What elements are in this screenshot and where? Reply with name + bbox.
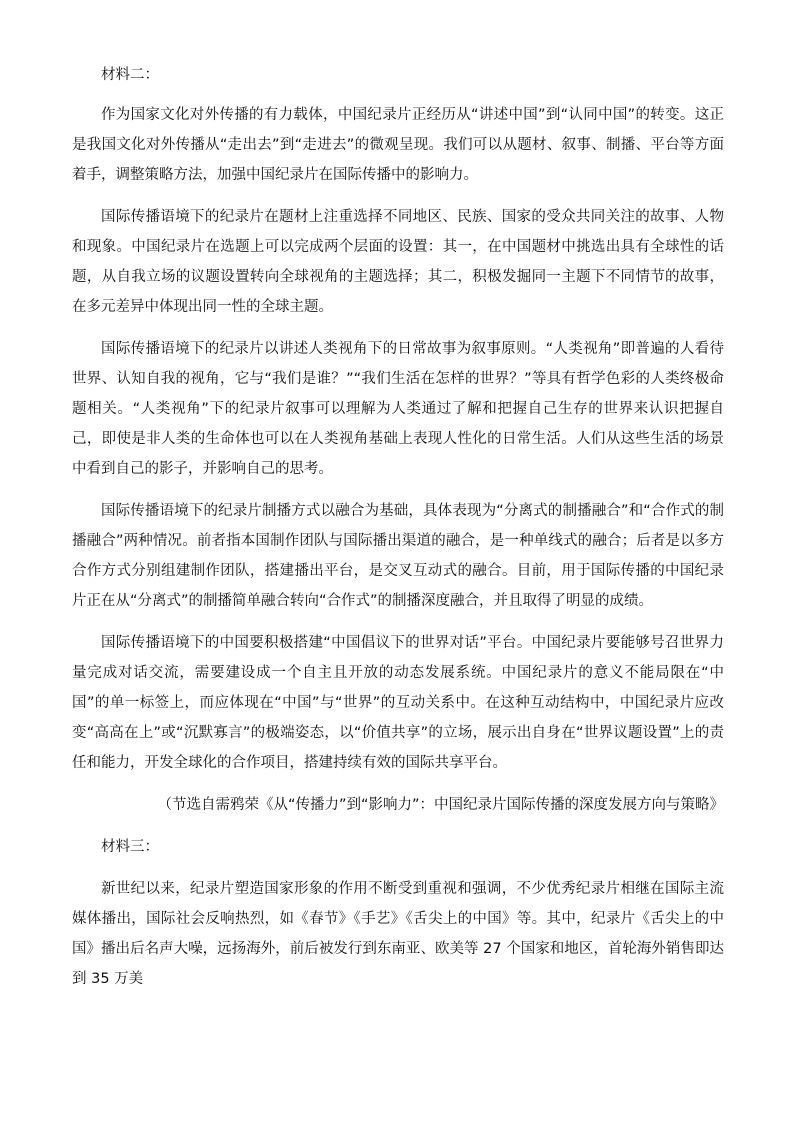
spacer [72,322,724,334]
document-body [72,60,724,994]
material3-heading: 材料三： [101,839,159,855]
material2-source-citation: （节选自需鸦荣《从“传播力”到“影响力”：中国纪录片国际传播的深度发展方向与策略》 [157,797,724,813]
material2-paragraph-4: 国际传播语境下的纪录片制播方式以融合为基础，具体表现为“分离式的制播融合”和“合作式的制播融合”两种情况。前者指本国制作团队与国际播出渠道的融合，是一种单线式的融合；后者是以多方合作方式分别组建制作团队，搭建播出平台，是交叉互动式的融合。目前，用于国际传播的中国纪录片正在从“分离式”的制播简单融合转向“合作式”的制播深度融合，并且取得了明显的成绩。 [72,503,724,609]
material2-paragraph-5: 国际传播语境下的中国要积极搭建“中国倡议下的世界对话”平台。中国纪录片要能够号召世界力量完成对话交流，需要建设成一个自主且开放的动态发展系统。中国纪录片的意义不能局限在“中国”的单一标签上，而应体现在“中国”与“世界”的互动关系中。在这种互动结构中，中国纪录片应改变“高高在上”或“沉默寡言”的极端姿态，以“价值共享”的立场，展示出自身在“世界议题设置”上的责任和能力，开发全球化的合作项目，搭建持续有效的国际共享平台。 [72,635,724,771]
spacer [72,820,724,832]
spacer [72,862,724,874]
material3-paragraph-1: 新世纪以来，纪录片塑造国家形象的作用不断受到重视和强调，不少优秀纪录片相继在国际主流媒体播出，国际社会反响热烈，如《春节》《手艺》《舌尖上的中国》等。其中，纪录片《舌尖上的中国》播出后名声大噪，远扬海外，前后被发行到东南亚、欧美等 27 个国家和地区，首轮海外销售即达到 35 万美 [72,881,724,987]
spacer [72,484,724,496]
material2-paragraph-3: 国际传播语境下的纪录片以讲述人类视角下的日常故事为叙事原则。“人类视角”即普遍的人看待世界、认知自我的视角，它与“我们是谁？”“我们生活在怎样的世界？”等具有哲学色彩的人类终极命题相关。“人类视角”下的纪录片叙事可以理解为人类通过了解和把握自己生存的世界来认识把握自己，即使是非人类的生命体也可以在人类视角基础上表现人性化的日常生活。人们从这些生活的场景中看到自己的影子，并影响自己的思考。 [72,341,724,477]
spacer [72,616,724,628]
spacer [72,778,724,790]
spacer [72,90,724,100]
material2-paragraph-1: 作为国家文化对外传播的有力载体，中国纪录片正经历从“讲述中国”到“认同中国”的转变。这正是我国文化对外传播从“走出去”到“走进去”的微观呈现。我们可以从题材、叙事、制播、平台等方面着手，调整策略方法，加强中国纪录片在国际传播中的影响力。 [72,107,724,183]
spacer [72,190,724,202]
material2-heading: 材料二： [101,67,159,83]
material2-paragraph-2: 国际传播语境下的纪录片在题材上注重选择不同地区、民族、国家的受众共同关注的故事、人物和现象。中国纪录片在选题上可以完成两个层面的设置：其一，在中国题材中挑选出具有全球性的话题，从自我立场的议题设置转向全球视角的主题选择；其二，积极发掘同一主题下不同情节的故事，在多元差异中体现出同一性的全球主题。 [72,209,724,315]
